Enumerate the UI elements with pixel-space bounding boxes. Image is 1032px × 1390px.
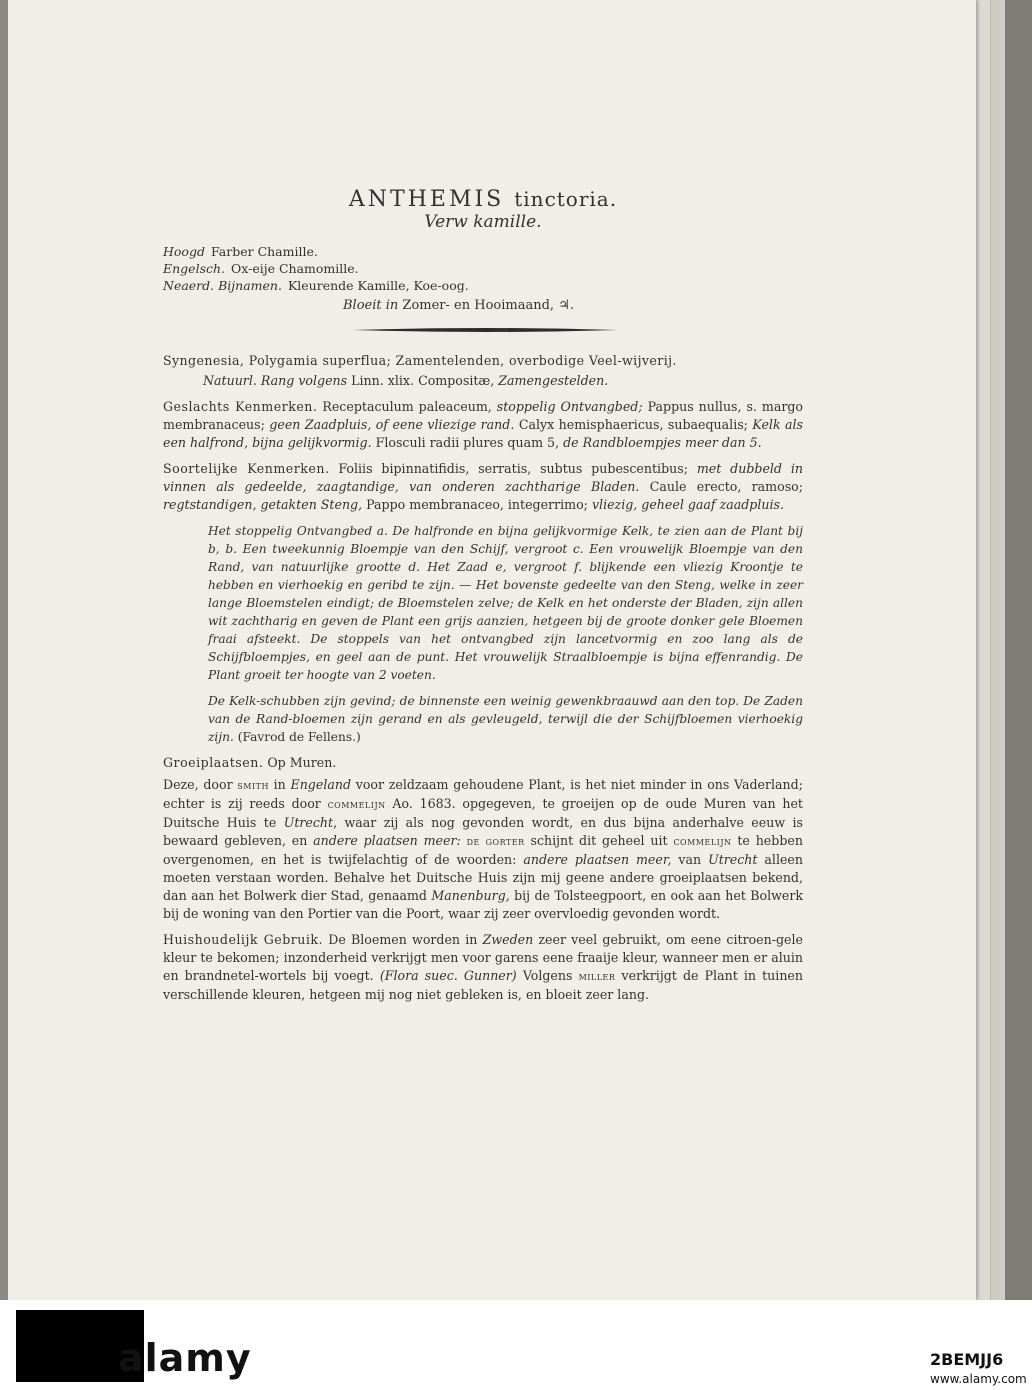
latin-text: Receptaculum paleaceum, bbox=[322, 399, 492, 414]
text-run: te hebben overgenomen, en het is twijfelachtig of de woorden: bbox=[163, 833, 803, 867]
species-characters bbox=[163, 460, 803, 514]
text-run: alleen moeten verstaan worden. Behalve het Duitsche Huis zijn mij geene andere groeiplaatsen bekend, dan aan het Bolwerk dier Stad, genaamd bbox=[163, 852, 803, 903]
genus-name: ANTHEMIS bbox=[348, 187, 505, 212]
ornamental-rule bbox=[353, 327, 618, 333]
name-lang: Hoogd bbox=[163, 244, 205, 259]
text-run: Deze, door bbox=[163, 777, 233, 792]
dutch-text: stoppelig Ontvangbed; bbox=[496, 399, 643, 414]
latin-text: Calyx hemisphaericus, subaequalis; bbox=[518, 417, 748, 432]
household-use-paragraph bbox=[163, 931, 803, 1004]
flowering-text: Zomer- en Hooimaand, bbox=[402, 298, 555, 313]
rank-family: Compositæ, bbox=[418, 373, 495, 388]
rank-family-dutch: Zamengestelden. bbox=[498, 373, 609, 388]
quoted-phrase: andere plaatsen meer: bbox=[313, 833, 461, 848]
name-lang: Engelsch. bbox=[163, 261, 226, 276]
name-lang: Neaerd. Bijnamen. bbox=[163, 278, 282, 293]
place-name: Zweden bbox=[482, 932, 534, 947]
latin-text: Pappus nullus, s. margo membranaceus; bbox=[163, 399, 804, 432]
genus-characters bbox=[163, 398, 803, 452]
dutch-text: met dubbeld in vinnen als gedeelde, zaagtandige, van onderen zachtharige Bladen. bbox=[163, 461, 803, 494]
book-page bbox=[8, 0, 976, 1300]
citation: (Flora suec. Gunner) bbox=[379, 968, 517, 983]
latin-text: Pappo membranaceo, integerrimo; bbox=[366, 497, 588, 512]
latin-text: Foliis bipinnatifidis, serratis, subtus pubescentibus; bbox=[338, 461, 688, 476]
text-run: verkrijgt de Plant in tuinen verschillende kleuren, hetgeen mij nog niet gebleken is, en bloeit zeer lang. bbox=[163, 968, 803, 1002]
author-name: commelijn bbox=[673, 835, 732, 848]
place-name: Engeland bbox=[290, 777, 352, 792]
classification-line: Syngenesia, Polygamia superflua; Zamentelenden, overbodige Veel-wijverij. bbox=[163, 353, 677, 368]
section-heading: Geslachts Kenmerken. bbox=[163, 399, 318, 414]
text-run: , waar zij als nog gevonden wordt, en dus bijna anderhalve eeuw is bewaard gebleven, en bbox=[163, 815, 803, 848]
place-name: Manenburg, bbox=[431, 888, 510, 903]
text-run: bij de Tolsteegpoort, en ook aan het Bolwerk bij de woning van den Portier van die Poort, waar zij zeer overvloedig gevonden wordt. bbox=[163, 888, 803, 921]
page-edge bbox=[1005, 0, 1032, 1300]
text-run: De Bloemen worden in bbox=[328, 932, 478, 947]
quoted-phrase: andere plaatsen meer, bbox=[523, 852, 672, 867]
dutch-text: vliezig, geheel gaaf zaadpluis. bbox=[591, 497, 785, 512]
place-name: Utrecht bbox=[708, 852, 758, 867]
name-line bbox=[163, 260, 803, 277]
flowering-line bbox=[343, 297, 803, 315]
latin-text: Caule erecto, ramoso; bbox=[649, 479, 803, 494]
note-text: De Kelk-schubben zijn gevind; de binnenste een weinig gewenkbraauwd aan den top. De Zaden van de Rand-bloemen zijn gerand en als gevleugeld, terwijl die der Schijfbloemen vierhoekig zijn. bbox=[208, 694, 803, 744]
natural-rank-line bbox=[203, 372, 803, 390]
plate-description: Het stoppelig Ontvangbed a. De halfronde en bijna gelijkvormige Kelk, te zien aan de Plant bij b, b. Een tweekunnig Bloempje van den Schijf, vergroot c. Een vrouwelijk Bloempje van den Rand, van natuurlijke grootte d. Het Zaad e, vergroot f. blijkende een vliezig Kroontje te hebben en vierhoekig en geribd te zijn. — Het bovenste gedeelte van den Steng, welke in zeer lange Bloemstelen eindigt; de Bloemstelen zelve; de Kelk en het onderste der Bladen, zijn allen wit zachtharig en geven de Plant een grijs aanzien, hetgeen bij de groote donker gele Bloemen fraai afsteekt. De stoppels van het ontvangbed zijn lancetvormig en zoo lang als de Schijfbloempjes, en geel aan de punt. Het vrouwelijk Straalbloempje is bijna effenrandig. De Plant groeit ter hoogte van 2 voeten. bbox=[208, 524, 803, 682]
habitat-paragraph bbox=[163, 776, 803, 923]
author-name: de gorter bbox=[466, 835, 525, 848]
latin-text: Flosculi radii plures quam 5, bbox=[375, 435, 560, 450]
dutch-text: regtstandigen, getakten Steng, bbox=[163, 497, 363, 512]
author-name: commelijn bbox=[327, 798, 386, 811]
rank-number: Linn. xlix. bbox=[351, 373, 415, 388]
section-heading: Groeiplaatsen. bbox=[163, 755, 264, 770]
text-run: Ao. 1683. opgegeven, te groeijen op de oude Muren van het Duitsche Huis te bbox=[163, 796, 803, 830]
text-run: voor zeldzaam gehoudene Plant, is het niet minder in ons Vaderland; echter is zij reeds door bbox=[163, 777, 803, 811]
text-run: van bbox=[678, 852, 702, 867]
stock-url: www.alamy.com bbox=[930, 1372, 1027, 1386]
perennial-symbol: ♃. bbox=[558, 298, 574, 313]
rank-label: Natuurl. Rang volgens bbox=[203, 373, 348, 388]
text-run: schijnt dit geheel uit bbox=[530, 833, 668, 848]
name-line bbox=[163, 243, 803, 260]
author-name: miller bbox=[578, 970, 616, 983]
section-heading: Soortelijke Kenmerken. bbox=[163, 461, 330, 476]
habitat-heading-line bbox=[163, 754, 803, 772]
name-text: Kleurende Kamille, Koe-oog. bbox=[287, 278, 469, 293]
place-name: Utrecht bbox=[283, 815, 334, 830]
page-subtitle: Verw kamille. bbox=[424, 212, 542, 232]
note-author: (Favrod de Fellens.) bbox=[237, 730, 361, 744]
text-run: in bbox=[273, 777, 286, 792]
calyx-note bbox=[208, 692, 803, 746]
page-title bbox=[163, 187, 803, 212]
author-name: smith bbox=[237, 779, 269, 792]
name-line bbox=[163, 277, 803, 294]
image-id: 2BEMJJ6 bbox=[930, 1350, 1004, 1369]
dutch-text: de Randbloempjes meer dan 5. bbox=[563, 435, 762, 450]
text-run: Volgens bbox=[522, 968, 573, 983]
dutch-text: Kelk als een halfrond, bijna gelijkvormig. bbox=[163, 417, 804, 450]
page-content bbox=[163, 187, 804, 1012]
name-text: Farber Chamille. bbox=[210, 244, 318, 259]
dutch-text: geen Zaadpluis, of eene vliezige rand. bbox=[269, 417, 515, 432]
habitat-text: Op Muren. bbox=[267, 755, 337, 770]
flowering-label: Bloeit in bbox=[343, 298, 399, 313]
name-text: Ox-eije Chamomille. bbox=[231, 261, 359, 276]
text-run: zeer veel gebruikt, om eene citroen-gele kleur te bekomen; inzonderheid verkrijgt men voor garens eene fraaije kleur, wanneer men er aluin en brandnetel-wortels bij voegt. bbox=[163, 932, 803, 983]
vernacular-names bbox=[163, 243, 803, 294]
section-heading: Huishoudelijk Gebruik. bbox=[163, 932, 324, 947]
stock-watermark: alamy bbox=[118, 1336, 252, 1380]
species-name: tinctoria. bbox=[514, 187, 618, 211]
